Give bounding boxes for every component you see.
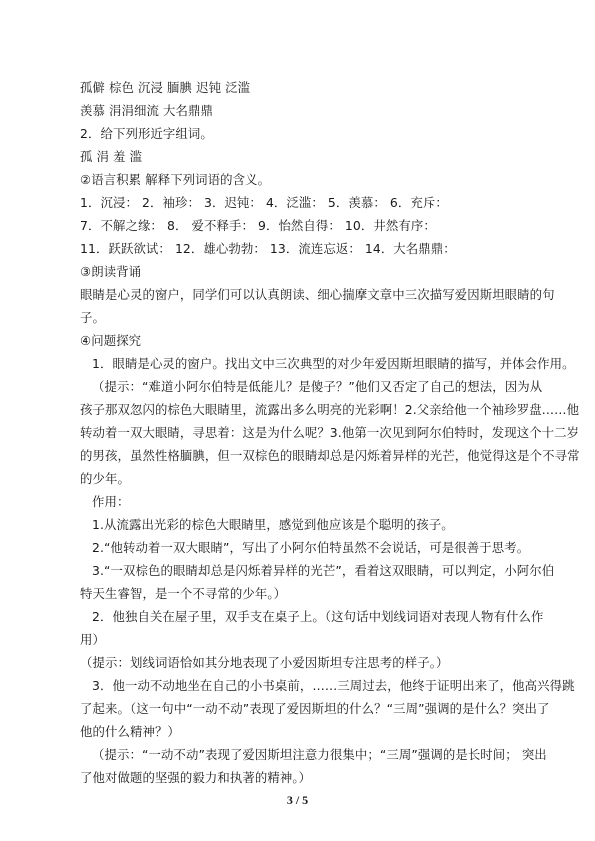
hint-line: 的少年。	[80, 471, 130, 486]
hint-line: 转动着一双大眼睛，寻思着：这是为什么呢？3.他第一次见到阿尔伯特时，发现这个十二岁	[80, 425, 580, 440]
vocab-line-1: 孤僻 棕色 沉浸 腼腆 迟钝 泛滥	[80, 80, 251, 95]
question-2-cont: 用）	[80, 632, 105, 647]
hint-line: 的男孩，虽然性格腼腆，但一双棕色的眼睛却总是闪烁着异样的光芒，他觉得这是个不寻常	[80, 448, 580, 463]
question-1: 1．眼睛是心灵的窗户。找出文中三次典型的对少年爱因斯坦眼睛的描写，并体会作用。	[92, 356, 575, 371]
paragraph-line: 子。	[80, 310, 105, 325]
effect-item-3-cont: 特天生睿智，是一个不寻常的少年。）	[80, 586, 287, 601]
hint-line: 孩子那双忽闪的棕色大眼睛里，流露出多么明亮的光彩啊！2.父亲给他一个袖珍罗盘……他	[80, 402, 580, 417]
vocab-line-2: 羡慕 涓涓细流 大名鼎鼎	[80, 103, 213, 118]
word-list-line-3: 11．跃跃欲试： 12．雄心勃勃： 13．流连忘返： 14．大名鼎鼎：	[80, 241, 456, 256]
section-question-exploration: ④问题探究	[80, 333, 142, 348]
question-3-cont: 他的什么精神？）	[80, 724, 180, 739]
effect-heading: 作用：	[92, 494, 130, 509]
hint-q3-cont: 了他对做题的坚强的毅力和执著的精神。）	[80, 770, 312, 785]
question-3: 3．他一动不动地坐在自己的小书桌前，……三周过去，他终于证明出来了，他高兴得跳	[92, 678, 575, 693]
hint-q3: （提示：“一动不动”表现了爱因斯坦注意力很集中；“三周”强调的是长时间； 突出	[92, 747, 547, 762]
word-list-line-1: 1．沉浸： 2．袖珍： 3．迟钝： 4．泛滥： 5．羡慕： 6．充斥：	[80, 195, 448, 210]
similar-chars-line: 孤 涓 羞 滥	[80, 149, 143, 164]
page-number: 3 / 5	[286, 793, 309, 807]
question-2: 2．他独自关在屋子里，双手支在桌子上。（这句话中划线词语对表现人物有什么作	[92, 609, 544, 624]
hint-line: （提示：“难道小阿尔伯特是低能儿？是傻子？”他们又否定了自己的想法，因为从	[92, 379, 543, 394]
exercise-heading-2: 2．给下列形近字组词。	[80, 126, 213, 141]
section-reading-recitation: ③朗读背诵	[80, 264, 142, 279]
effect-item-1: 1.从流露出光彩的棕色大眼睛里，感觉到他应该是个聪明的孩子。	[92, 517, 454, 532]
question-3-cont: 了起来。（这一句中“一动不动”表现了爱因斯坦的什么？“三周”强调的是什么？突出了	[80, 701, 550, 716]
hint-q2: （提示：划线词语恰如其分地表现了小爱因斯坦专注思考的样子。）	[80, 655, 449, 670]
word-list-line-2: 7．不解之缘： 8． 爱不释手： 9．怡然自得： 10．井然有序：	[80, 218, 436, 233]
effect-item-3: 3.“一双棕色的眼睛却总是闪烁着异样的光芒”，看着这双眼睛，可以判定，小阿尔伯	[92, 563, 555, 578]
effect-item-2: 2.“他转动着一双大眼睛”，写出了小阿尔伯特虽然不会说话，可是很善于思考。	[92, 540, 530, 555]
paragraph-line: 眼睛是心灵的窗户，同学们可以认真朗读、细心揣摩文章中三次描写爱因斯坦眼睛的句	[80, 287, 555, 302]
section-language-accumulation: ②语言积累 解释下列词语的含义。	[80, 172, 271, 187]
